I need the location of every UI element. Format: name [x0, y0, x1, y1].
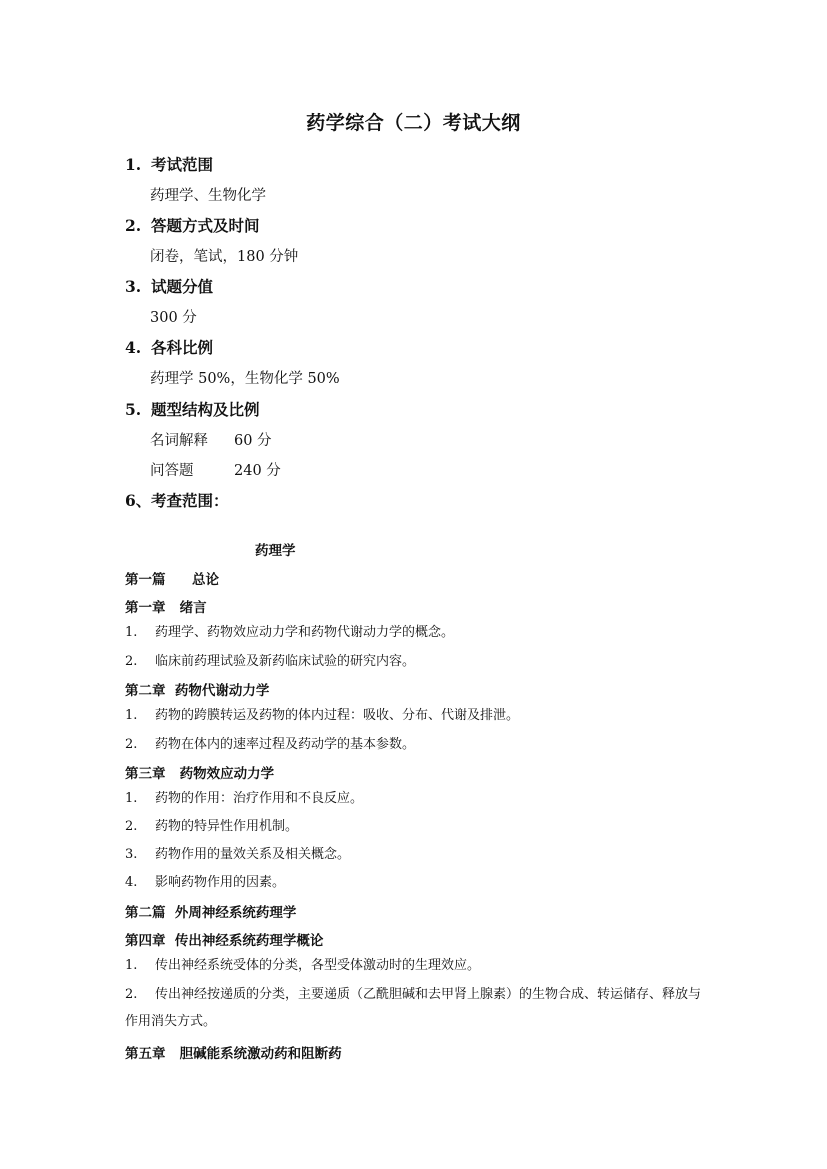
- item-text: 药物的特异性作用机制。: [155, 819, 299, 834]
- item-text: 药理学、药物效应动力学和药物代谢动力学的概念。: [155, 625, 455, 640]
- question-type-name: 名词解释: [150, 433, 208, 449]
- list-item: [125, 952, 710, 979]
- question-type-row: [150, 429, 272, 450]
- section-title: 考查范围：: [151, 491, 229, 510]
- question-type-score: 60 分: [234, 433, 272, 449]
- part-name: 总论: [192, 572, 219, 588]
- item-number: 1.: [125, 791, 138, 806]
- item-number: 3.: [125, 847, 138, 862]
- section-body-4: 药理学 50%，生物化学 50%: [150, 371, 340, 387]
- section-heading-3: [125, 275, 213, 297]
- item-number: 1.: [125, 708, 138, 723]
- section-number: 1.: [125, 155, 142, 174]
- section-body-2: 闭卷，笔试，180 分钟: [150, 249, 299, 265]
- section-body-1: 药理学、生物化学: [150, 188, 266, 204]
- item-number: 2.: [125, 654, 138, 669]
- list-item: [125, 841, 710, 868]
- section-title: 试题分值: [151, 277, 214, 296]
- question-type-row: [150, 459, 281, 480]
- list-item: [125, 619, 710, 646]
- chapter-heading-5: 第五章 胆碱能系统激动药和阻断药: [125, 1046, 342, 1062]
- item-number: 1.: [125, 625, 138, 640]
- section-heading-4: [125, 336, 213, 358]
- subject-heading: 药理学: [255, 543, 296, 559]
- section-title: 考试范围: [151, 155, 214, 174]
- section-heading-2: [125, 214, 260, 236]
- section-title: 题型结构及比例: [151, 400, 260, 419]
- question-type-score: 240 分: [234, 463, 281, 479]
- list-item: [125, 981, 710, 1035]
- item-text: 影响药物作用的因素。: [155, 875, 286, 890]
- section-heading-1: [125, 153, 213, 175]
- item-text: 药物的作用：治疗作用和不良反应。: [155, 791, 364, 806]
- item-number: 1.: [125, 958, 138, 973]
- item-number: 2.: [125, 819, 138, 834]
- chapter-heading-2: 第二章 药物代谢动力学: [125, 683, 270, 699]
- item-number: 2.: [125, 737, 138, 752]
- question-type-name: 问答题: [150, 463, 194, 479]
- item-text: 药物在体内的速率过程及药动学的基本参数。: [155, 737, 416, 752]
- section-title: 答题方式及时间: [151, 216, 260, 235]
- section-number: 2.: [125, 216, 142, 235]
- list-item: [125, 731, 710, 758]
- item-text: 传出神经按递质的分类，主要递质（乙酰胆碱和去甲肾上腺素）的生物合成、转运储存、释放与作用消失方式。: [125, 987, 702, 1029]
- list-item: [125, 648, 710, 675]
- part-heading-1: [125, 568, 219, 588]
- list-item: [125, 869, 710, 896]
- chapter-heading-3: 第三章 药物效应动力学: [125, 766, 275, 782]
- section-number: 6、: [125, 491, 152, 510]
- item-number: 2.: [125, 987, 138, 1002]
- section-number: 3.: [125, 277, 142, 296]
- item-text: 临床前药理试验及新药临床试验的研究内容。: [155, 654, 416, 669]
- part-label: 第一篇: [125, 572, 166, 588]
- item-text: 传出神经系统受体的分类，各型受体激动时的生理效应。: [155, 958, 481, 973]
- document-title: 药学综合（二）考试大纲: [306, 112, 521, 134]
- section-body-3: 300 分: [150, 310, 197, 326]
- section-title: 各科比例: [151, 338, 214, 357]
- chapter-heading-1: 第一章 绪言: [125, 600, 207, 616]
- section-number: 4.: [125, 338, 142, 357]
- section-heading-6: [125, 489, 229, 511]
- item-number: 4.: [125, 875, 138, 890]
- item-text: 药物的跨膜转运及药物的体内过程：吸收、分布、代谢及排泄。: [155, 708, 520, 723]
- item-text: 药物作用的量效关系及相关概念。: [155, 847, 351, 862]
- section-number: 5.: [125, 400, 142, 419]
- section-heading-5: [125, 398, 260, 420]
- list-item: [125, 785, 710, 812]
- part-heading-2: 第二篇 外周神经系统药理学: [125, 905, 297, 921]
- list-item: [125, 813, 710, 840]
- chapter-heading-4: 第四章 传出神经系统药理学概论: [125, 933, 324, 949]
- list-item: [125, 702, 710, 729]
